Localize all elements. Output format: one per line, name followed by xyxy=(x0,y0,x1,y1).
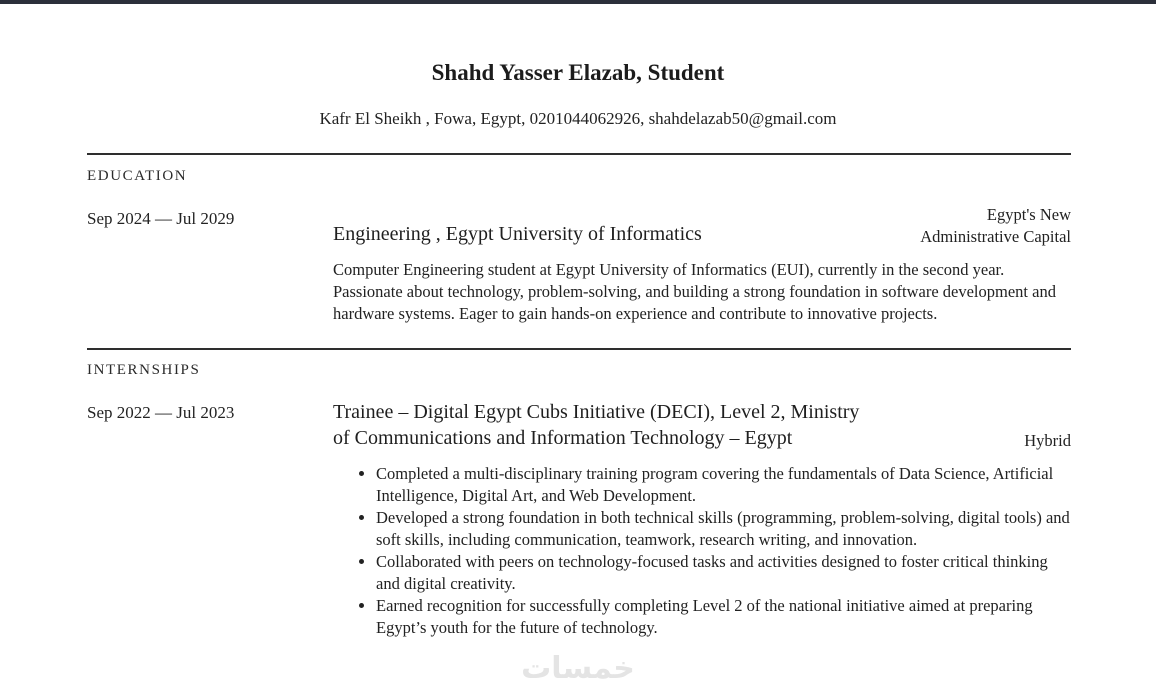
internship-title-line1: Trainee – Digital Egypt Cubs Initiative (DECI), Level 2, Ministry xyxy=(333,401,860,423)
internship-title-line2: of Communications and Information Technology – Egypt xyxy=(333,427,793,449)
svg-text:خمسات: خمسات xyxy=(521,651,635,686)
resume-name: Shahd Yasser Elazab, Student xyxy=(431,60,725,85)
top-border-strip xyxy=(0,0,1156,4)
education-description: Computer Engineering student at Egypt University of Informatics (EUI), currently in the second year. Passionate about technology, problem-solving, and building a strong foundation in software development and hardware systems. Eager to gain hands-on experience and contribute to innovative projects. xyxy=(333,260,1056,323)
education-location xyxy=(920,204,1071,248)
education-title: Engineering , Egypt University of Informatics xyxy=(333,223,702,245)
bullet-item: • Developed a strong foundation in both technical skills (programming, problem-solving, digital tools) and soft skills, including communication, teamwork, research writing, and innovation. xyxy=(376,507,1073,551)
section-divider xyxy=(87,348,1071,350)
education-location-line1: Egypt's New xyxy=(986,205,1071,224)
internship-location: Hybrid xyxy=(1024,431,1071,450)
internship-title xyxy=(333,399,859,451)
contact-line: Kafr El Sheikh , Fowa, Egypt, 0201044062926, shahdelazab50@gmail.com xyxy=(319,109,837,128)
bullet-item: • Earned recognition for successfully completing Level 2 of the national initiative aimed at preparing Egypt’s youth for the future of technology. xyxy=(376,595,1073,639)
education-heading: EDUCATION xyxy=(87,168,188,184)
internships-heading: INTERNSHIPS xyxy=(87,362,201,378)
internship-bullets xyxy=(333,463,1073,639)
bullet-item: • Collaborated with peers on technology-focused tasks and activities designed to foster critical thinking and digital creativity. xyxy=(376,551,1073,595)
bullet-item: • Completed a multi-disciplinary training program covering the fundamentals of Data Science, Artificial Intelligence, Digital Art, and Web Development. xyxy=(376,463,1073,507)
education-location-line2: Administrative Capital xyxy=(920,227,1071,246)
education-date: Sep 2024 — Jul 2029 xyxy=(87,209,235,228)
khamsat-watermark-logo xyxy=(507,648,649,686)
internship-date: Sep 2022 — Jul 2023 xyxy=(87,403,235,422)
section-divider xyxy=(87,153,1071,155)
